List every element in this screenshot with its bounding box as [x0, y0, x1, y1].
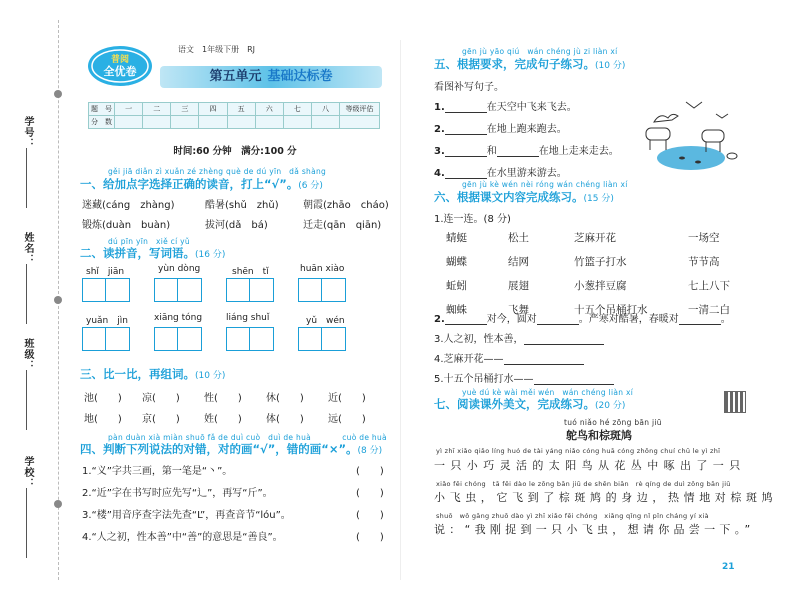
- sentence-3: [434, 142, 619, 157]
- match-item[interactable]: 小葱拌豆腐: [574, 280, 627, 292]
- match-item[interactable]: 芝麻开花: [574, 232, 616, 244]
- section-points: (10 分): [595, 61, 626, 71]
- story-title-pinyin: tuó niǎo hé zōng bān jiū: [564, 418, 662, 427]
- section-points: (8 分): [357, 446, 383, 456]
- line-pinyin: shuō wǒ gāng zhuō dào yì zhī xiǎo fēi chóng xiǎng qǐng nǐ pǐn cháng yí xià: [436, 512, 709, 520]
- compare-item[interactable]: 姓( ): [204, 414, 242, 425]
- binding-hole: [54, 90, 62, 98]
- judge-item: 3.“楼”用音序查字法先查“L”，再查音节“lóu”。: [82, 510, 291, 521]
- answer-blank[interactable]: [445, 112, 487, 113]
- sentence-1: [434, 98, 577, 113]
- answer-blank[interactable]: [497, 156, 539, 157]
- time-and-score: 时间:60 分钟 满分:100 分: [173, 146, 297, 157]
- judge-item: 2.“近”字在书写时应先写“辶”，再写“斤”。: [82, 488, 273, 499]
- writing-grid[interactable]: [226, 278, 274, 306]
- pinyin-word: xiāng tóng: [154, 313, 203, 323]
- match-column-sayings: [574, 230, 648, 317]
- section-points: (10 分): [195, 371, 226, 381]
- table-cell: 二: [143, 103, 171, 116]
- writing-grid[interactable]: [154, 278, 202, 306]
- judge-item: 1.“义”字共三画，第一笔是“丶”。: [82, 466, 233, 477]
- unit-title: 第五单元: [209, 69, 262, 84]
- qr-code-icon[interactable]: [724, 391, 746, 413]
- section-6-title: [434, 189, 614, 205]
- answer-blank[interactable]: [445, 156, 487, 157]
- brand-logo: [86, 40, 154, 90]
- instruction: 看图补写句子。: [434, 82, 504, 93]
- question-item[interactable]: 酷暑(shǔ zhǔ): [205, 200, 279, 211]
- answer-blank[interactable]: [504, 364, 584, 365]
- line-pinyin: yì zhī xiǎo qiǎo líng huó de tài yáng niǎo cóng huā cóng zhōng chuí chū le yì zhī: [436, 447, 721, 455]
- section-title-text: 四、判断下列说法的对错，对的画“√”，错的画“×”。: [80, 442, 358, 456]
- section-points: (6 分): [298, 181, 323, 191]
- answer-blank[interactable]: [534, 384, 614, 385]
- pinyin-word: shǐ jiān: [86, 267, 125, 277]
- class-label: 班级：: [22, 338, 33, 371]
- pinyin-word: huān xiào: [300, 264, 345, 274]
- saying-question: [434, 370, 614, 385]
- table-cell: 五: [227, 103, 255, 116]
- table-cell: 分 数: [89, 116, 115, 129]
- match-item[interactable]: 一清二白: [688, 304, 730, 316]
- left-margin: [0, 0, 72, 599]
- name-label: 姓名：: [22, 232, 33, 265]
- paper-type: 基础达标卷: [267, 69, 333, 84]
- answer-paren[interactable]: ( ): [356, 488, 384, 499]
- compare-pair: [266, 389, 304, 425]
- item-number: 4.: [434, 168, 445, 179]
- section-pinyin: dú pīn yīn xiě cí yǔ: [108, 237, 190, 246]
- saying-question: [434, 350, 584, 365]
- class-field[interactable]: [26, 370, 27, 430]
- section-2-title: [80, 245, 225, 261]
- section-title-text: 二、读拼音，写词语。: [80, 246, 195, 260]
- section-pinyin: gēn jù yāo qiú wán chéng jù zi liàn xí: [462, 47, 618, 56]
- question-text: 3.人之初，性本善，: [434, 334, 524, 345]
- subquestion: 1.连一连。(8 分): [434, 214, 511, 225]
- sentence-text: 在天空中飞来飞去。: [486, 102, 577, 113]
- question-text: 。: [720, 314, 731, 325]
- student-id-label: 学号：: [22, 116, 33, 149]
- story-title: 鸵鸟和棕斑鸠: [566, 429, 632, 442]
- match-item[interactable]: 十五个吊桶打水: [574, 304, 648, 316]
- answer-blank[interactable]: [679, 324, 721, 325]
- match-item[interactable]: 展翅: [508, 280, 529, 292]
- question-text: 。严寒对酷暑，春暖对: [578, 314, 679, 325]
- match-item[interactable]: 松土: [508, 232, 529, 244]
- story-line: 小飞虫，它飞到了棕斑鸠的身边，热情地对棕斑鸠: [434, 491, 778, 504]
- answer-paren[interactable]: ( ): [356, 532, 384, 543]
- question-text: 5.十五个吊桶打水——: [434, 374, 534, 385]
- score-cell[interactable]: [143, 116, 171, 129]
- score-cell[interactable]: [227, 116, 255, 129]
- table-cell: 七: [283, 103, 311, 116]
- match-item[interactable]: 节节高: [688, 256, 720, 268]
- compare-item[interactable]: 体( ): [266, 414, 304, 425]
- section-pinyin: gěi jiā diǎn zì xuǎn zé zhèng què de dú yīn dǎ shàng: [108, 167, 327, 176]
- table-cell: 等级评估: [340, 103, 380, 116]
- score-cell[interactable]: [255, 116, 283, 129]
- compare-item[interactable]: 近( ): [328, 393, 366, 404]
- match-item[interactable]: 一场空: [688, 232, 720, 244]
- writing-grid[interactable]: [298, 327, 346, 355]
- sentence-text: 在水里游来游去。: [486, 168, 567, 179]
- animals-illustration: [636, 92, 746, 178]
- sentence-text: 在地上走来走去。: [538, 146, 619, 157]
- three-character-question: [434, 330, 604, 345]
- score-cell[interactable]: [171, 116, 199, 129]
- grade-meta: 语文 1年级下册 RJ: [178, 45, 256, 54]
- answer-blank[interactable]: [445, 324, 487, 325]
- answer-blank[interactable]: [537, 324, 579, 325]
- section-3-title: [80, 366, 225, 382]
- question-text: 4.芝麻开花——: [434, 354, 504, 365]
- judge-item: 4.“人之初，性本善”中“善”的意思是“善良”。: [82, 532, 283, 543]
- compare-item[interactable]: 性( ): [204, 393, 242, 404]
- answer-blank[interactable]: [445, 178, 487, 179]
- match-item[interactable]: 蜻蜓: [446, 232, 467, 244]
- page-divider: [400, 40, 401, 580]
- answer-blank[interactable]: [524, 344, 604, 345]
- match-item[interactable]: 蝴蝶: [446, 256, 467, 268]
- pinyin-word: yuǎn jìn: [86, 316, 128, 326]
- section-points: (15 分): [583, 194, 614, 204]
- question-item[interactable]: 锻炼(duàn buàn): [82, 220, 171, 231]
- table-cell: 六: [255, 103, 283, 116]
- page-number: 21: [722, 562, 735, 572]
- question-item[interactable]: 朝霞(zhāo cháo): [303, 200, 389, 211]
- compare-pair: [328, 389, 366, 425]
- answer-blank[interactable]: [445, 134, 487, 135]
- match-item[interactable]: 飞舞: [508, 304, 529, 316]
- sentence-text: 在地上跑来跑去。: [486, 124, 567, 135]
- question-item[interactable]: 迁走(qān qiān): [303, 220, 382, 231]
- school-label: 学校：: [22, 456, 33, 489]
- section-points: (20 分): [595, 401, 626, 411]
- item-number: 2.: [434, 314, 445, 325]
- question-item[interactable]: 迷藏(cáng zhàng): [82, 200, 175, 211]
- score-value-row: [89, 116, 380, 129]
- score-cell[interactable]: [199, 116, 227, 129]
- match-column-actions: [508, 230, 529, 317]
- score-cell[interactable]: [311, 116, 339, 129]
- answer-paren[interactable]: ( ): [356, 510, 384, 521]
- match-column-endings: [688, 230, 730, 317]
- writing-grid[interactable]: [82, 327, 130, 355]
- table-cell: 三: [171, 103, 199, 116]
- compare-item[interactable]: 池( ): [84, 393, 122, 404]
- compare-item[interactable]: 休( ): [266, 393, 304, 404]
- item-number: 1.: [434, 102, 445, 113]
- binding-hole: [54, 500, 62, 508]
- pinyin-word: liáng shuǐ: [226, 313, 270, 323]
- section-title-text: 五、根据要求，完成句子练习。: [434, 57, 595, 71]
- section-title-text: 六、根据课文内容完成练习。: [434, 190, 584, 204]
- section-4-title: [80, 441, 382, 457]
- pinyin-word: shēn tǐ: [232, 267, 269, 277]
- compare-pair: [84, 389, 122, 425]
- logo-text-1: 普阅: [110, 55, 130, 65]
- school-field[interactable]: [26, 488, 27, 558]
- compare-item[interactable]: 京( ): [142, 414, 180, 425]
- section-points: (16 分): [195, 250, 226, 260]
- score-cell[interactable]: [340, 116, 380, 129]
- match-item[interactable]: 蜘蛛: [446, 304, 467, 316]
- binding-hole: [54, 296, 62, 304]
- section-pinyin: yuè dú kè wài měi wén wán chéng liàn xí: [462, 388, 634, 397]
- section-title-text: 七、阅读课外美文，完成练习。: [434, 397, 595, 411]
- table-cell: 题 号: [89, 103, 115, 116]
- compare-item[interactable]: 凉( ): [142, 393, 180, 404]
- score-header-row: [89, 103, 380, 116]
- section-1-title: [80, 176, 323, 192]
- story-line: 说：“我刚捉到一只小飞虫，想请你品尝一下。”: [434, 523, 755, 536]
- answer-paren[interactable]: ( ): [356, 466, 384, 477]
- writing-grid[interactable]: [154, 327, 202, 355]
- compare-pair: [204, 389, 242, 425]
- pinyin-word: yǔ wén: [306, 316, 345, 326]
- compare-item[interactable]: 地( ): [84, 414, 122, 425]
- student-id-field[interactable]: [26, 148, 27, 208]
- section-pinyin: pàn duàn xià miàn shuō fǎ de duì cuò duì de huà cuò de huà: [108, 433, 387, 442]
- sentence-2: [434, 120, 567, 135]
- score-cell[interactable]: [115, 116, 143, 129]
- table-cell: 八: [311, 103, 339, 116]
- section-5-title: [434, 56, 625, 72]
- section-7-title: [434, 396, 625, 412]
- match-item[interactable]: 竹篮子打水: [574, 256, 627, 268]
- match-column-insects: [446, 230, 467, 317]
- question-item[interactable]: 拔河(dǎ bá): [205, 220, 268, 231]
- paper-title: [160, 66, 382, 88]
- match-item[interactable]: 蚯蚓: [446, 280, 467, 292]
- pinyin-word: yùn dòng: [158, 264, 201, 274]
- writing-grid[interactable]: [226, 327, 274, 355]
- sentence-text: 和: [486, 146, 497, 157]
- line-pinyin: xiǎo fēi chóng tā fēi dào le zōng bān jiū de shēn biān rè qíng de duì zōng bān jiū: [436, 480, 731, 488]
- score-table: [88, 102, 380, 129]
- item-number: 3.: [434, 146, 445, 157]
- logo-text-2: 全优卷: [103, 65, 137, 78]
- couplet-question: [434, 310, 731, 325]
- sentence-4: [434, 164, 567, 179]
- writing-grid[interactable]: [82, 278, 130, 306]
- section-pinyin: gēn jù kè wén nèi róng wán chéng liàn xí: [462, 180, 628, 189]
- name-field[interactable]: [26, 264, 27, 324]
- match-item[interactable]: 七上八下: [688, 280, 730, 292]
- compare-pair: [142, 389, 180, 425]
- score-cell[interactable]: [283, 116, 311, 129]
- compare-item[interactable]: 远( ): [328, 414, 366, 425]
- table-cell: 一: [115, 103, 143, 116]
- table-cell: 四: [199, 103, 227, 116]
- writing-grid[interactable]: [298, 278, 346, 306]
- section-title-text: 一、给加点字选择正确的读音，打上“√”。: [80, 177, 299, 191]
- question-text: 对今，圆对: [486, 314, 537, 325]
- match-item[interactable]: 结网: [508, 256, 529, 268]
- story-line: 一只小巧灵活的太阳鸟从花丛中啄出了一只: [434, 459, 746, 472]
- section-title-text: 三、比一比，再组词。: [80, 367, 195, 381]
- item-number: 2.: [434, 124, 445, 135]
